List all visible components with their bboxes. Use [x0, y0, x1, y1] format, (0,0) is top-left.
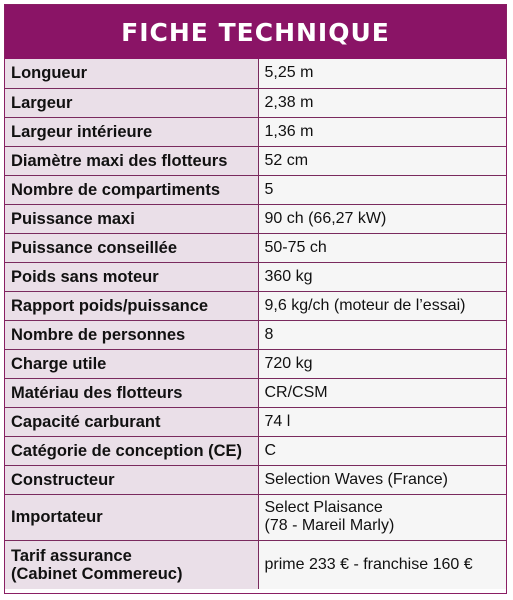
row-label-line: (Cabinet Commereuc): [11, 564, 183, 583]
row-value: 5: [258, 175, 506, 204]
table-row: [5, 407, 506, 436]
table-row: [5, 117, 506, 146]
row-label: Rapport poids/puissance: [5, 291, 258, 320]
table-row: [5, 233, 506, 262]
row-label-line: Tarif assurance: [11, 546, 132, 565]
row-label: Poids sans moteur: [5, 262, 258, 291]
table-row: [5, 291, 506, 320]
row-label: Nombre de compartiments: [5, 175, 258, 204]
table-row: [5, 436, 506, 465]
row-label: Matériau des flotteurs: [5, 378, 258, 407]
spec-sheet: [4, 4, 507, 594]
table-row: [5, 204, 506, 233]
row-value: prime 233 € - franchise 160 €: [258, 540, 506, 589]
row-label: Longueur: [5, 59, 258, 88]
table-row: [5, 465, 506, 494]
row-value: 74 l: [258, 407, 506, 436]
row-label: Largeur intérieure: [5, 117, 258, 146]
row-value: CR/CSM: [258, 378, 506, 407]
row-value: [258, 494, 506, 540]
page-title: FICHE TECHNIQUE: [121, 17, 390, 47]
row-label: Capacité carburant: [5, 407, 258, 436]
header-banner: [5, 5, 506, 59]
row-label: Largeur: [5, 88, 258, 117]
row-label: Puissance maxi: [5, 204, 258, 233]
row-value: 5,25 m: [258, 59, 506, 88]
row-value: 90 ch (66,27 kW): [258, 204, 506, 233]
table-row: [5, 349, 506, 378]
row-value: 2,38 m: [258, 88, 506, 117]
row-label: Diamètre maxi des flotteurs: [5, 146, 258, 175]
row-value: 52 cm: [258, 146, 506, 175]
row-value: 9,6 kg/ch (moteur de l’essai): [258, 291, 506, 320]
row-label: Constructeur: [5, 465, 258, 494]
row-label: Catégorie de conception (CE): [5, 436, 258, 465]
spec-table: [5, 59, 506, 589]
table-row: [5, 540, 506, 589]
row-label: Puissance conseillée: [5, 233, 258, 262]
row-value-line: (78 - Mareil Marly): [264, 517, 395, 534]
table-row: [5, 262, 506, 291]
row-value: 720 kg: [258, 349, 506, 378]
table-row: [5, 494, 506, 540]
table-row: [5, 59, 506, 88]
table-row: [5, 146, 506, 175]
row-label: Charge utile: [5, 349, 258, 378]
row-value: Selection Waves (France): [258, 465, 506, 494]
table-row: [5, 378, 506, 407]
row-label: Importateur: [5, 494, 258, 540]
table-row: [5, 175, 506, 204]
row-value: C: [258, 436, 506, 465]
row-label: [5, 540, 258, 589]
row-label: Nombre de personnes: [5, 320, 258, 349]
row-value: 360 kg: [258, 262, 506, 291]
row-value: 8: [258, 320, 506, 349]
row-value-line: Select Plaisance: [264, 499, 383, 516]
row-value: 50-75 ch: [258, 233, 506, 262]
row-value: 1,36 m: [258, 117, 506, 146]
table-row: [5, 88, 506, 117]
table-row: [5, 320, 506, 349]
